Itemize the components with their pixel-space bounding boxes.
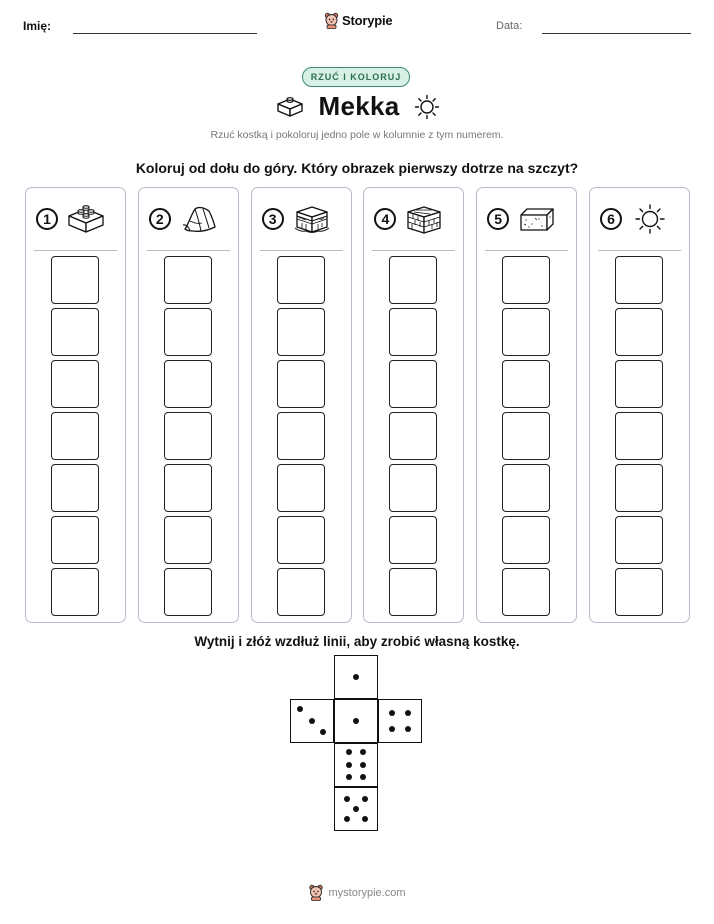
activity-badge: RZUĆ I KOLORUJ <box>302 67 410 87</box>
color-box[interactable] <box>615 412 663 460</box>
date-field-line[interactable] <box>542 33 691 34</box>
color-box[interactable] <box>502 256 550 304</box>
color-box[interactable] <box>389 464 437 512</box>
dice-pip <box>362 816 368 822</box>
dice-pip <box>344 816 350 822</box>
column-4 <box>363 187 464 623</box>
column-number: 3 <box>262 208 284 230</box>
color-box[interactable] <box>502 464 550 512</box>
column-number: 1 <box>36 208 58 230</box>
column-5 <box>476 187 577 623</box>
column-number: 2 <box>149 208 171 230</box>
dice-pip <box>346 749 352 755</box>
brick-block-icon <box>275 95 305 119</box>
covered-kaaba-icon <box>292 203 332 235</box>
color-box[interactable] <box>51 360 99 408</box>
color-box[interactable] <box>164 360 212 408</box>
subtitle: Rzuć kostką i pokoloruj jedno pole w kolumnie z tym numerem. <box>210 129 504 141</box>
dice-pip <box>297 706 303 712</box>
color-box[interactable] <box>51 308 99 356</box>
dice-pip <box>353 718 359 724</box>
color-box[interactable] <box>502 516 550 564</box>
dice-pip <box>360 762 366 768</box>
storypie-mascot-icon <box>308 884 324 901</box>
dice-pip <box>346 774 352 780</box>
footer-url: mystorypie.com <box>328 886 406 899</box>
dice-pip <box>362 796 368 802</box>
color-box[interactable] <box>277 516 325 564</box>
dice-pip <box>344 796 350 802</box>
color-box[interactable] <box>277 464 325 512</box>
column-1 <box>25 187 126 623</box>
columns-area <box>25 187 690 623</box>
column-3 <box>251 187 352 623</box>
dice-pip <box>360 774 366 780</box>
dice-pip <box>320 729 326 735</box>
stone-brick-cube-icon <box>404 203 444 235</box>
color-box[interactable] <box>615 516 663 564</box>
color-box[interactable] <box>277 568 325 616</box>
color-box[interactable] <box>615 256 663 304</box>
color-box[interactable] <box>164 308 212 356</box>
brand-logo <box>324 12 392 29</box>
color-box[interactable] <box>502 568 550 616</box>
dice-face-3 <box>290 699 334 743</box>
page-title: Mekka <box>318 91 400 121</box>
color-box[interactable] <box>51 568 99 616</box>
color-box[interactable] <box>389 360 437 408</box>
color-box[interactable] <box>389 568 437 616</box>
column-6 <box>589 187 690 623</box>
footer <box>0 884 714 901</box>
instruction: Koloruj od dołu do góry. Który obrazek pierwszy dotrze na szczyt? <box>135 160 579 176</box>
color-box[interactable] <box>615 308 663 356</box>
color-box[interactable] <box>51 516 99 564</box>
color-box[interactable] <box>277 412 325 460</box>
color-box[interactable] <box>389 256 437 304</box>
color-box[interactable] <box>389 412 437 460</box>
color-box[interactable] <box>615 568 663 616</box>
brand-name: Storypie <box>342 13 393 28</box>
color-box[interactable] <box>51 256 99 304</box>
dice-pip <box>346 762 352 768</box>
dice-face-5 <box>334 787 378 831</box>
column-number: 5 <box>487 208 509 230</box>
color-box[interactable] <box>164 464 212 512</box>
sun-icon <box>630 203 670 235</box>
color-box[interactable] <box>164 256 212 304</box>
color-box[interactable] <box>502 360 550 408</box>
dice-face-1 <box>334 699 378 743</box>
color-box[interactable] <box>164 412 212 460</box>
column-number: 6 <box>600 208 622 230</box>
dice-pip <box>353 674 359 680</box>
color-box[interactable] <box>51 412 99 460</box>
dice-pip <box>353 806 359 812</box>
dice-face-4 <box>378 699 422 743</box>
color-box[interactable] <box>389 516 437 564</box>
dice-pip <box>405 726 411 732</box>
color-box[interactable] <box>277 308 325 356</box>
name-field-line[interactable] <box>73 33 257 34</box>
dice-face-6 <box>334 743 378 787</box>
dice-pip <box>389 726 395 732</box>
color-box[interactable] <box>51 464 99 512</box>
stone-block-icon <box>517 203 557 235</box>
color-box[interactable] <box>615 360 663 408</box>
sun-icon <box>414 94 440 120</box>
dice-pip <box>360 749 366 755</box>
column-number: 4 <box>374 208 396 230</box>
cloth-fabric-icon <box>179 203 219 235</box>
dice-pip <box>405 710 411 716</box>
column-2 <box>138 187 239 623</box>
color-box[interactable] <box>164 516 212 564</box>
dice-pip <box>309 718 315 724</box>
color-box[interactable] <box>389 308 437 356</box>
color-box[interactable] <box>277 360 325 408</box>
color-box[interactable] <box>615 464 663 512</box>
color-box[interactable] <box>502 412 550 460</box>
color-box[interactable] <box>502 308 550 356</box>
storypie-mascot-icon <box>324 12 339 29</box>
title-row <box>0 91 714 122</box>
brick-block-icon <box>66 203 106 235</box>
dice-pip <box>389 710 395 716</box>
dice-face-1 <box>334 655 378 699</box>
name-label: Imię: <box>23 19 52 33</box>
date-label: Data: <box>496 20 523 32</box>
color-box[interactable] <box>164 568 212 616</box>
color-box[interactable] <box>277 256 325 304</box>
cut-instruction: Wytnij i złóż wzdłuż linii, aby zrobić własną kostkę. <box>194 634 520 649</box>
